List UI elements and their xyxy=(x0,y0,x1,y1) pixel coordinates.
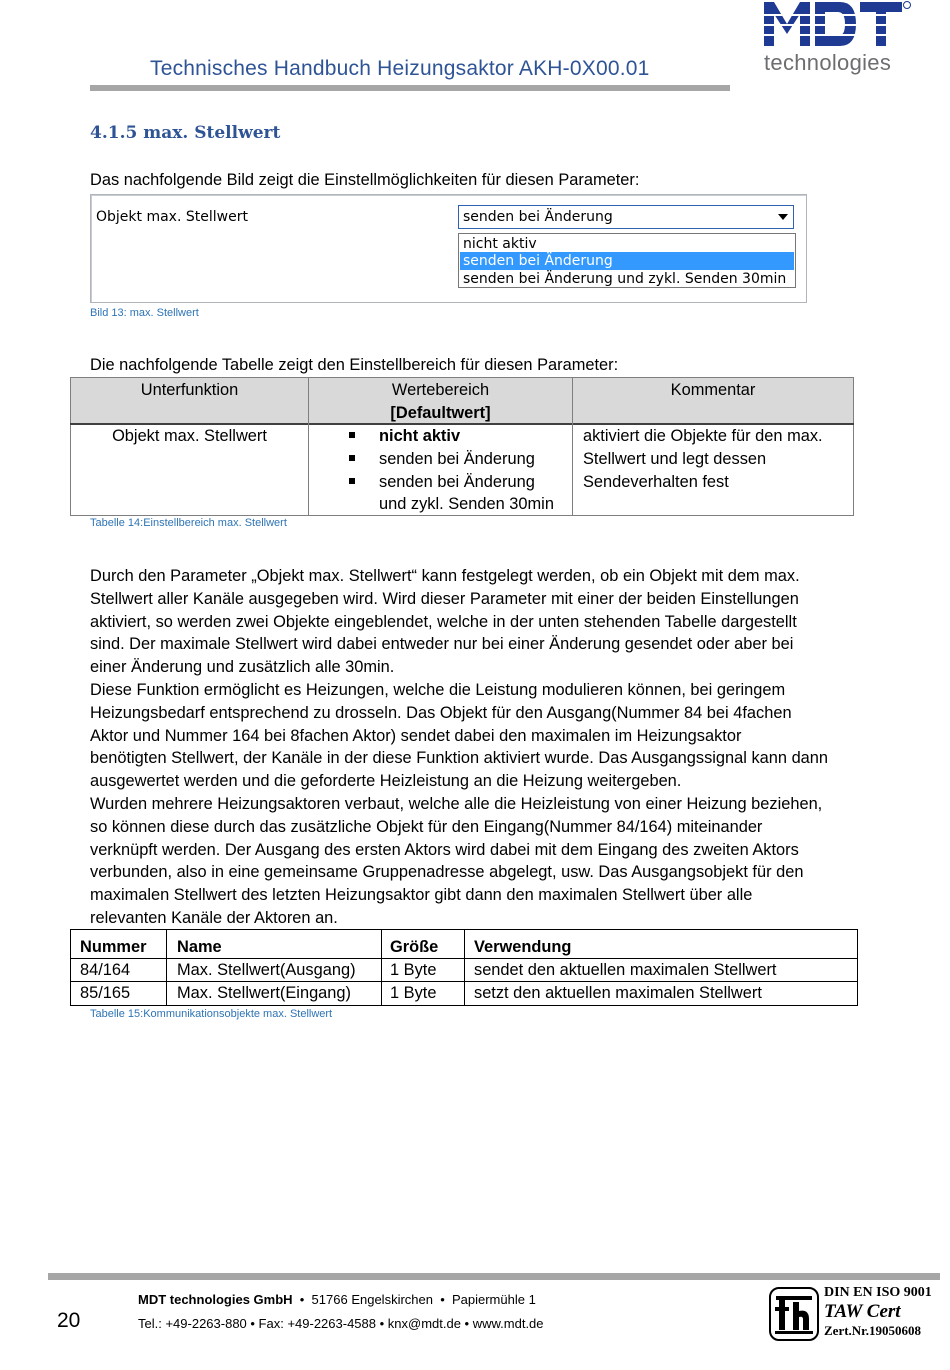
list-item-continuation xyxy=(349,493,569,516)
footer-company-line xyxy=(138,1292,536,1307)
body-line: verknüpft werden. Der Ausgang des ersten Aktors wird dabei mit dem Eingang des zweiten Aktors xyxy=(90,840,799,859)
body-line: Stellwert aller Kanäle ausgegeben wird. Wird dieser Parameter mit einer der beiden Einstellungen xyxy=(90,589,799,608)
logo-subtext: technologies xyxy=(764,50,892,75)
dropdown-arrow-icon[interactable] xyxy=(776,211,790,223)
cert-issuer: TAW Cert xyxy=(824,1301,901,1322)
table-column-divider xyxy=(166,929,167,1006)
table-header-name: Name xyxy=(177,938,222,956)
table-header-unterfunktion: Unterfunktion xyxy=(140,381,239,399)
parameter-label: Objekt max. Stellwert xyxy=(96,209,248,225)
dropdown-option-selected[interactable]: senden bei Änderung xyxy=(460,252,794,270)
value-range-list xyxy=(349,425,569,516)
bullet-icon xyxy=(349,455,355,461)
body-line: verbunden, also in eine gemeinsame Gruppenadresse abgelegt, usw. Das Ausgangsobjekt für den xyxy=(90,863,804,882)
table-cell: 85/165 xyxy=(80,984,131,1002)
table-caption: Tabelle 14:Einstellbereich max. Stellwert xyxy=(90,517,287,529)
value-option: senden bei Änderung xyxy=(379,449,535,468)
figure-caption: Bild 13: max. Stellwert xyxy=(90,307,199,319)
table-intro-text: Die nachfolgende Tabelle zeigt den Einstellbereich für diesen Parameter: xyxy=(90,356,619,374)
table-header-wertebereich xyxy=(309,379,572,425)
list-item xyxy=(349,471,569,494)
table-cell-function: Objekt max. Stellwert xyxy=(112,427,267,445)
table-header-groesse: Größe xyxy=(390,938,439,956)
page-number: 20 xyxy=(57,1309,81,1332)
table-header-wertebereich-label: Wertebereich xyxy=(391,381,490,399)
value-option-default: nicht aktiv xyxy=(379,427,461,445)
list-item xyxy=(349,448,569,471)
body-line: ausgewertet werden und die geforderte Heizleistung an die Heizung weitergeben. xyxy=(90,772,682,791)
table-column-divider xyxy=(381,929,382,1006)
body-line: Diese Funktion ermöglicht es Heizungen, welche die Leistung modulieren können, bei geringem xyxy=(90,680,786,699)
body-line: Aktor und Nummer 164 bei 8fachen Aktor) sendet dabei den maximalen im Heizungsaktor xyxy=(90,726,742,745)
body-paragraphs xyxy=(90,565,870,930)
body-line: sind. Der maximale Stellwert wird dabei entweder nur bei einer Änderung gesendet oder aber bei xyxy=(90,635,794,654)
table-cell: 1 Byte xyxy=(390,961,437,979)
dropdown-option[interactable]: nicht aktiv xyxy=(463,236,537,252)
table-cell-comment xyxy=(583,425,848,493)
table-header-verwendung: Verwendung xyxy=(474,938,572,956)
cert-standard: DIN EN ISO 9001 xyxy=(824,1285,932,1300)
body-line: benötigten Stellwert, der Kanäle in der diese Funktion aktiviert wurde. Das Ausgangssignal kann dann xyxy=(90,749,829,768)
table-cell: sendet den aktuellen maximalen Stellwert xyxy=(474,961,777,979)
body-line: relevanten Kanäle der Aktoren an. xyxy=(90,908,338,927)
cert-number: Zert.Nr.19050608 xyxy=(824,1323,922,1338)
body-line: Heizungsbedarf entsprechend zu drosseln. Das Objekt für den Ausgang(Nummer 84 bei 4fachen xyxy=(90,703,792,722)
comment-line: Stellwert und legt dessen xyxy=(583,449,767,468)
comment-line: Sendeverhalten fest xyxy=(583,472,729,491)
table-header-nummer: Nummer xyxy=(80,938,147,956)
bullet-icon xyxy=(349,478,355,484)
body-line: einer Änderung und zusätzlich alle 30min. xyxy=(90,658,395,677)
body-line: aktiviert, so werden zwei Objekte eingeblendet, welche in der unten stehenden Tabelle dargestellt xyxy=(90,612,797,631)
header-rule xyxy=(90,85,730,91)
footer-address: • 51766 Engelskirchen • Papiermühle 1 xyxy=(292,1292,536,1307)
footer-contact-line: Tel.: +49-2263-880 • Fax: +49-2263-4588 • knx@mdt.de • www.mdt.de xyxy=(138,1316,544,1331)
section-heading: 4.1.5 max. Stellwert xyxy=(90,123,281,143)
table-cell: Max. Stellwert(Ausgang) xyxy=(177,961,356,979)
dropdown-options-list xyxy=(458,233,796,288)
intro-text: Das nachfolgende Bild zeigt die Einstellmöglichkeiten für diesen Parameter: xyxy=(90,171,640,189)
dropdown-selected-value: senden bei Änderung xyxy=(463,209,613,225)
value-option: senden bei Änderung xyxy=(379,472,535,491)
certification-logo-icon xyxy=(769,1287,819,1341)
comment-line: aktiviert die Objekte für den max. xyxy=(583,427,823,445)
table-header-kommentar: Kommentar xyxy=(670,381,756,399)
footer-rule xyxy=(48,1273,940,1280)
certification-text xyxy=(824,1285,932,1339)
body-line: Wurden mehrere Heizungsaktoren verbaut, welche alle die Heizleistung von einer Heizung beziehen, xyxy=(90,794,823,813)
table-caption: Tabelle 15:Kommunikationsobjekte max. Stellwert xyxy=(90,1008,333,1020)
body-line: maximalen Stellwert des letzten Heizungsaktor gibt dann den maximalen Stellwert über alle xyxy=(90,886,753,905)
list-item xyxy=(349,425,569,448)
dropdown-option[interactable]: senden bei Änderung und zykl. Senden 30min xyxy=(463,271,787,287)
header-title: Technisches Handbuch Heizungsaktor AKH-0X00.01 xyxy=(150,57,650,80)
table-cell: 1 Byte xyxy=(390,984,437,1002)
body-line: Durch den Parameter „Objekt max. Stellwert“ kann festgelegt werden, ob ein Objekt mit dem max. xyxy=(90,567,800,585)
value-option-continuation: und zykl. Senden 30min xyxy=(379,495,554,514)
table-header-defaultwert: [Defaultwert] xyxy=(390,403,491,422)
bullet-icon xyxy=(349,432,355,438)
body-line: so können diese durch das zusätzliche Objekt für den Eingang(Nummer 84/164) miteinander xyxy=(90,817,763,836)
table-column-divider xyxy=(464,929,465,1006)
table-cell: 84/164 xyxy=(80,961,131,979)
footer-company-name: MDT technologies GmbH xyxy=(138,1292,293,1307)
table-cell: Max. Stellwert(Eingang) xyxy=(177,984,351,1002)
table-cell: setzt den aktuellen maximalen Stellwert xyxy=(474,984,762,1002)
